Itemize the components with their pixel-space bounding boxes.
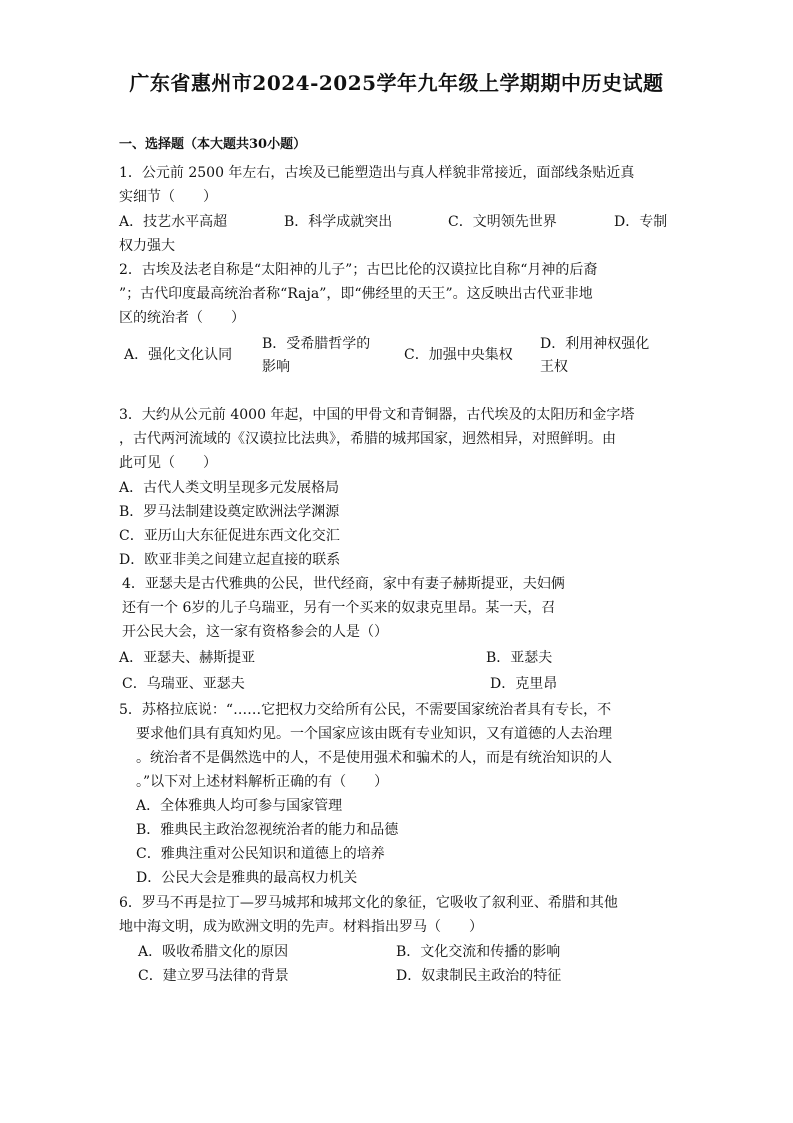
question-3-line-3: 此可见（ ） xyxy=(119,455,217,471)
question-2-option-d: D．利用神权强化 xyxy=(540,336,650,352)
question-4-option-a: A．亚瑟夫、赫斯提亚 xyxy=(119,650,256,666)
question-1-option-d-cont: 权力强大 xyxy=(119,238,175,254)
question-4-option-d: D．克里昂 xyxy=(490,676,558,692)
question-4-option-b: B．亚瑟夫 xyxy=(486,650,553,666)
section-heading: 一、选择题（本大题共30小题） xyxy=(119,137,307,152)
question-3-option-d: D．欧亚非美之间建立起直接的联系 xyxy=(119,552,341,568)
question-2-option-b-cont: 影响 xyxy=(262,359,290,375)
question-1-line-2: 实细节（ ） xyxy=(119,189,217,205)
question-1-option-d: D．专制 xyxy=(614,214,668,230)
page-title: 广东省惠州市2024-2025学年九年级上学期期中历史试题 xyxy=(129,71,664,95)
question-3-option-a: A．古代人类文明呈现多元发展格局 xyxy=(119,480,340,496)
question-6-line-1: 6．罗马不再是拉丁—罗马城邦和城邦文化的象征，它吸收了叙利亚、希腊和其他 xyxy=(119,895,618,911)
question-6-option-d: D．奴隶制民主政治的特征 xyxy=(396,968,562,984)
question-2-option-d-cont: 王权 xyxy=(540,359,568,375)
question-1-line-1: 1．公元前 2500 年左右，古埃及已能塑造出与真人样貌非常接近，面部线条贴近真 xyxy=(119,165,635,181)
question-5-option-a: A．全体雅典人均可参与国家管理 xyxy=(136,798,343,814)
question-2-option-a: A．强化文化认同 xyxy=(124,347,233,363)
question-5-line-4: 。”以下对上述材料解析正确的有（ ） xyxy=(136,774,389,790)
question-3-line-2: ，古代两河流域的《汉谟拉比法典》，希腊的城邦国家，迥然相异，对照鲜明。由 xyxy=(119,431,616,447)
question-1-option-b: B．科学成就突出 xyxy=(284,214,393,230)
question-1-option-a: A．技艺水平高超 xyxy=(119,214,228,230)
question-2-line-3: 区的统治者（ ） xyxy=(119,310,245,326)
question-4-line-1: 4．亚瑟夫是古代雅典的公民，世代经商，家中有妻子赫斯提亚，夫妇俩 xyxy=(122,576,565,592)
question-4-option-c: C．乌瑞亚、亚瑟夫 xyxy=(122,676,245,692)
question-6-option-a: A．吸收希腊文化的原因 xyxy=(138,944,289,960)
question-5-option-d: D．公民大会是雅典的最高权力机关 xyxy=(136,870,358,886)
question-6-line-2: 地中海文明，成为欧洲文明的先声。材料指出罗马（ ） xyxy=(119,919,483,935)
question-5-option-c: C．雅典注重对公民知识和道德上的培养 xyxy=(136,846,385,862)
question-6-option-c: C．建立罗马法律的背景 xyxy=(138,968,289,984)
question-6-option-b: B．文化交流和传播的影响 xyxy=(396,944,561,960)
question-5-line-3: 。统治者不是偶然选中的人，不是使用强术和骗术的人，而是有统治知识的人 xyxy=(136,750,612,766)
question-2-option-b: B．受希腊哲学的 xyxy=(262,336,371,352)
question-2-line-2: ”；古代印度最高统治者称“Raja”，即“佛经里的天王”。这反映出古代亚非地 xyxy=(119,286,593,302)
question-2-option-c: C．加强中央集权 xyxy=(404,347,513,363)
question-3-option-b: B．罗马法制建设奠定欧洲法学渊源 xyxy=(119,504,340,520)
question-4-line-2: 还有一个 6岁的儿子乌瑞亚，另有一个买来的奴隶克里昂。某一天，召 xyxy=(122,600,556,616)
question-1-option-c: C．文明领先世界 xyxy=(448,214,557,230)
question-2-line-1: 2．古埃及法老自称是“太阳神的儿子”；古巴比伦的汉谟拉比自称“月神的后裔 xyxy=(119,262,598,278)
question-3-line-1: 3．大约从公元前 4000 年起，中国的甲骨文和青铜器，古代埃及的太阳历和金字塔 xyxy=(119,407,635,423)
question-3-option-c: C．亚历山大东征促进东西文化交汇 xyxy=(119,528,340,544)
question-5-line-2: 要求他们具有真知灼见。一个国家应该由既有专业知识，又有道德的人去治理 xyxy=(136,726,612,742)
question-5-option-b: B．雅典民主政治忽视统治者的能力和品德 xyxy=(136,822,399,838)
question-4-line-3: 开公民大会，这一家有资格参会的人是（） xyxy=(122,624,388,640)
question-5-line-1: 5．苏格拉底说：“……它把权力交给所有公民，不需要国家统治者具有专长，不 xyxy=(119,702,612,718)
